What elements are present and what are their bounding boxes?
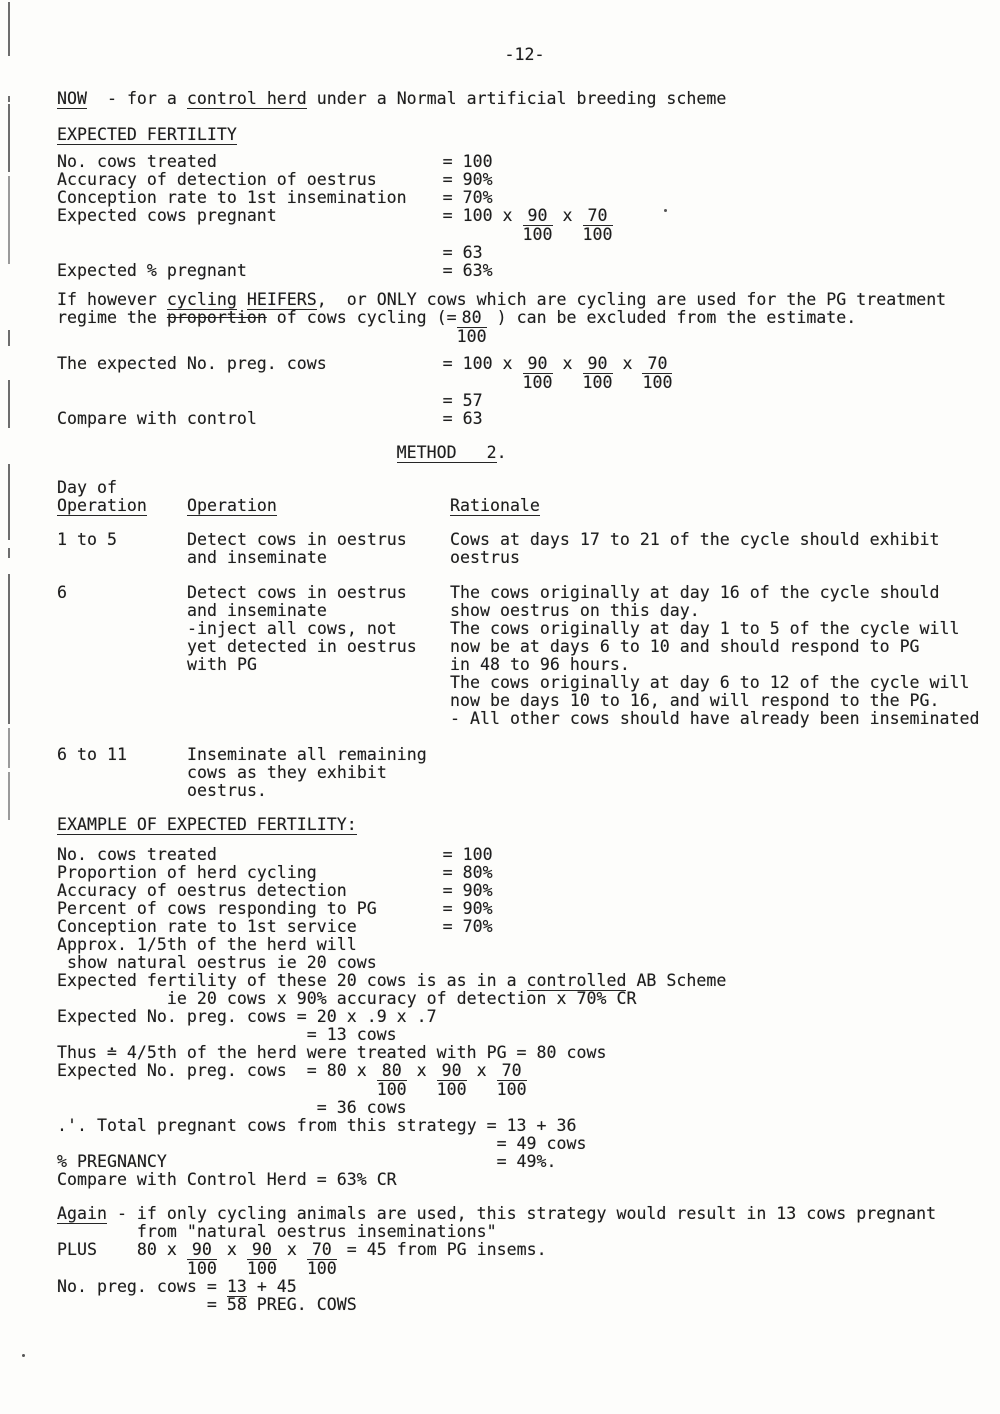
numerator: 90 — [187, 1241, 217, 1260]
scan-artifact — [8, 380, 10, 428]
scan-artifact — [8, 96, 10, 102]
proportion-word-struck: proportion — [166, 308, 267, 327]
fraction — [583, 207, 613, 244]
formula-text: = 45 from PG insems. — [336, 1240, 547, 1259]
controlled-word: controlled — [526, 971, 627, 990]
denominator: 100 — [186, 1259, 217, 1278]
pct-pregnancy-row — [57, 1153, 992, 1171]
header-text: Operation — [57, 496, 147, 515]
example-heading — [57, 816, 992, 834]
numerator: 90 — [437, 1062, 467, 1081]
intro-text: - for a — [86, 89, 187, 108]
numerator: 90 — [523, 207, 553, 226]
text: No. preg. cows = — [57, 1277, 227, 1296]
para-text: , or ONLY cows which are cycling are used for the PG treatment — [316, 290, 947, 309]
denominator: 100 — [522, 373, 553, 392]
formula-text: x — [552, 354, 583, 373]
numerator: 90 — [247, 1241, 277, 1260]
compare-row — [57, 410, 992, 428]
approx-line: Approx. 1/5th of the herd will — [57, 935, 357, 954]
row-label: % PREGNANCY — [57, 1152, 167, 1171]
fertility-row — [57, 153, 992, 171]
row-label: Percent of cows responding to PG — [57, 899, 377, 918]
row-label: Proportion of herd cycling — [57, 863, 317, 882]
heading-text: EXPECTED FERTILITY — [57, 125, 237, 144]
total-line: .'. Total pregnant cows from this strategy = 13 + 36 — [57, 1116, 577, 1135]
control-herd-word: control herd — [186, 89, 307, 108]
fertility-scheme-line — [57, 972, 992, 990]
fraction — [437, 1062, 467, 1099]
scan-artifact — [8, 2, 10, 56]
text: + 45 — [246, 1277, 297, 1296]
scan-artifact — [8, 104, 10, 172]
cell-operation: Detect cows in oestrus and inseminate -inject all cows, not yet detected in oestrus with PG — [187, 583, 417, 674]
row-label: Expected % pregnant — [57, 261, 247, 280]
result-line: = 36 cows — [316, 1098, 407, 1117]
row-label: Accuracy of detection of oestrus — [57, 170, 377, 189]
para-text: ) can be excluded from the estimate. — [486, 308, 857, 327]
heifers-word: HEIFERS — [246, 290, 317, 309]
scan-artifact — [8, 464, 10, 540]
scan-speck — [22, 1354, 25, 1357]
text: - if only cycling animals are used, this strategy would result in 13 cows pregnant — [106, 1204, 937, 1223]
example-row — [57, 900, 992, 918]
table-row — [57, 746, 992, 800]
scan-artifact — [8, 548, 10, 558]
scan-artifact — [8, 176, 10, 264]
result-line: = 13 cows — [306, 1025, 397, 1044]
pregnant-formula-row — [57, 207, 992, 244]
row-value: = 80% — [442, 863, 493, 882]
scan-artifact — [8, 728, 10, 768]
preg80-formula-line — [57, 1062, 992, 1099]
cell-rationale: The cows originally at day 16 of the cycle should show oestrus on this day. The cows originally at day 1 to 5 of the cycle will now be at days 6 to 10 and should respond to PG in 48 to 96 hours. The cows originally at day 6 to 12 of the cycle will now be days 10 to 16, and will respond to the PG. - All other cows should have already been inseminated — [450, 583, 980, 728]
row-value: = 100 — [442, 845, 493, 864]
row-value: = 90% — [442, 170, 493, 189]
formula-text: x — [466, 1061, 497, 1080]
heifers-paragraph — [57, 291, 992, 346]
formula-text: x — [406, 1061, 437, 1080]
fraction — [497, 1062, 527, 1099]
expected-preg-block — [57, 355, 992, 428]
page-number: -12- — [504, 45, 545, 64]
cell-rationale: Cows at days 17 to 21 of the cycle should exhibit oestrus — [450, 530, 940, 567]
text: AB Scheme — [626, 971, 727, 990]
numerator: 80 — [457, 309, 487, 328]
denominator: 100 — [642, 373, 673, 392]
header-day-of-operation — [57, 479, 187, 515]
row-value: = 100 — [442, 152, 493, 171]
fraction — [247, 1241, 277, 1278]
row-label: Conception rate to 1st service — [57, 917, 357, 936]
paragraph-line — [57, 291, 992, 309]
result-line: = 49 cows — [496, 1134, 587, 1153]
formula-text: x — [276, 1240, 307, 1259]
paragraph-line — [57, 309, 992, 346]
header-operation — [187, 479, 450, 515]
preg20-line: Expected No. preg. cows = 20 x .9 x .7 — [57, 1007, 437, 1026]
again-line — [57, 1205, 992, 1223]
result-line — [57, 244, 992, 262]
heading-text: METHOD 2 — [396, 443, 497, 462]
para-text: If however — [57, 290, 167, 309]
row-label: No. cows treated — [57, 845, 217, 864]
row-label: Conception rate to 1st insemination — [57, 188, 407, 207]
para-text: regime the — [57, 308, 167, 327]
row-value: = 49%. — [496, 1152, 557, 1171]
intro-text: under a Normal artificial breeding scheme — [306, 89, 727, 108]
formula-text: 80 x — [136, 1240, 187, 1259]
row-value: = 90% — [442, 899, 493, 918]
denominator: 100 — [582, 225, 613, 244]
fraction — [583, 355, 613, 392]
no-preg-line — [57, 1278, 992, 1296]
again-word: Again — [57, 1204, 107, 1223]
cell-day: 6 to 11 — [57, 745, 127, 764]
example-row — [57, 918, 992, 936]
row-value: = 90% — [442, 881, 493, 900]
result-value: = 57 — [442, 391, 483, 410]
formula-text: x — [552, 206, 583, 225]
denominator: 100 — [246, 1259, 277, 1278]
approx-line: show natural oestrus ie 20 cows — [57, 953, 377, 972]
plus-label: PLUS — [57, 1240, 97, 1259]
fraction — [457, 309, 487, 346]
numerator: 70 — [583, 207, 613, 226]
cycling-word: cycling — [166, 290, 237, 309]
again-line2: from "natural oestrus inseminations" — [136, 1222, 497, 1241]
preg-formula-row — [57, 355, 992, 392]
table-row — [57, 584, 992, 728]
fertility-row — [57, 171, 992, 189]
ie-line: ie 20 cows x 90% accuracy of detection x 70% CR — [166, 989, 637, 1008]
row-label: The expected No. preg. cows — [57, 354, 327, 373]
numerator: 70 — [642, 355, 672, 374]
scan-artifact — [8, 574, 10, 724]
text: Expected fertility of these 20 cows is as in a — [57, 971, 527, 990]
compare-line: Compare with Control Herd = 63% CR — [57, 1170, 397, 1189]
example-block — [57, 846, 992, 1189]
result-value: = 63 — [442, 243, 483, 262]
cell-day: 1 to 5 — [57, 530, 117, 549]
formula-text: Expected No. preg. cows = 80 x — [57, 1061, 377, 1080]
pct-pregnant-row — [57, 262, 992, 280]
numerator: 90 — [523, 355, 553, 374]
plus-formula-line — [57, 1241, 992, 1278]
example-row — [57, 864, 992, 882]
example-row — [57, 882, 992, 900]
row-value: = 63 — [442, 409, 483, 428]
page-content — [57, 46, 992, 1314]
scan-artifact — [8, 330, 10, 346]
cell-rationale — [450, 746, 992, 800]
expected-fertility-heading — [57, 126, 992, 144]
numerator: 70 — [497, 1062, 527, 1081]
numerator: 80 — [377, 1062, 407, 1081]
numerator: 90 — [583, 355, 613, 374]
fraction — [523, 207, 553, 244]
denominator: 100 — [436, 1080, 467, 1099]
denominator: 100 — [376, 1080, 407, 1099]
fraction — [523, 355, 553, 392]
row-value: = 63% — [442, 261, 493, 280]
method2-heading — [57, 444, 992, 462]
header-text: Day of — [57, 478, 117, 497]
heading-period: . — [496, 443, 507, 462]
formula-text: = 100 x — [442, 206, 523, 225]
cell-operation: Inseminate all remaining cows as they exhibit oestrus. — [187, 745, 427, 800]
scan-artifact — [8, 772, 10, 820]
fraction — [307, 1241, 337, 1278]
formula-text: x — [612, 354, 643, 373]
row-value: = 70% — [442, 917, 493, 936]
denominator: 100 — [496, 1080, 527, 1099]
denominator: 100 — [306, 1259, 337, 1278]
underlined-13: 13 — [226, 1277, 247, 1296]
para-text — [237, 290, 247, 309]
row-label: No. cows treated — [57, 152, 217, 171]
row-label: Compare with control — [57, 409, 257, 428]
cell-day: 6 — [57, 583, 67, 602]
row-label: Accuracy of oestrus detection — [57, 881, 347, 900]
now-word: NOW — [57, 89, 87, 108]
fertility-row — [57, 189, 992, 207]
header-rationale — [450, 479, 992, 515]
denominator: 100 — [582, 373, 613, 392]
header-text: Rationale — [450, 496, 540, 515]
denominator: 100 — [456, 327, 487, 346]
fraction — [187, 1241, 217, 1278]
numerator: 70 — [307, 1241, 337, 1260]
thus-line: Thus ≐ 4/5th of the herd were treated with PG = 80 cows — [57, 1043, 607, 1062]
expected-fertility-block — [57, 153, 992, 280]
header-text: Operation — [187, 496, 277, 515]
row-value: = 70% — [442, 188, 493, 207]
fraction — [377, 1062, 407, 1099]
ops-table-header — [57, 479, 992, 515]
result-line — [57, 392, 992, 410]
row-label: Expected cows pregnant — [57, 206, 277, 225]
cell-operation: Detect cows in oestrus and inseminate — [187, 530, 407, 567]
final-result-line: = 58 PREG. COWS — [206, 1295, 357, 1314]
heading-text: EXAMPLE OF EXPECTED FERTILITY: — [57, 815, 357, 834]
example-row — [57, 846, 992, 864]
formula-text: = 100 x — [442, 354, 523, 373]
table-row — [57, 531, 992, 567]
denominator: 100 — [522, 225, 553, 244]
intro-line — [57, 90, 992, 108]
para-text: of cows cycling (= — [266, 308, 457, 327]
again-block — [57, 1205, 992, 1314]
formula-text: x — [216, 1240, 247, 1259]
fraction — [642, 355, 672, 392]
